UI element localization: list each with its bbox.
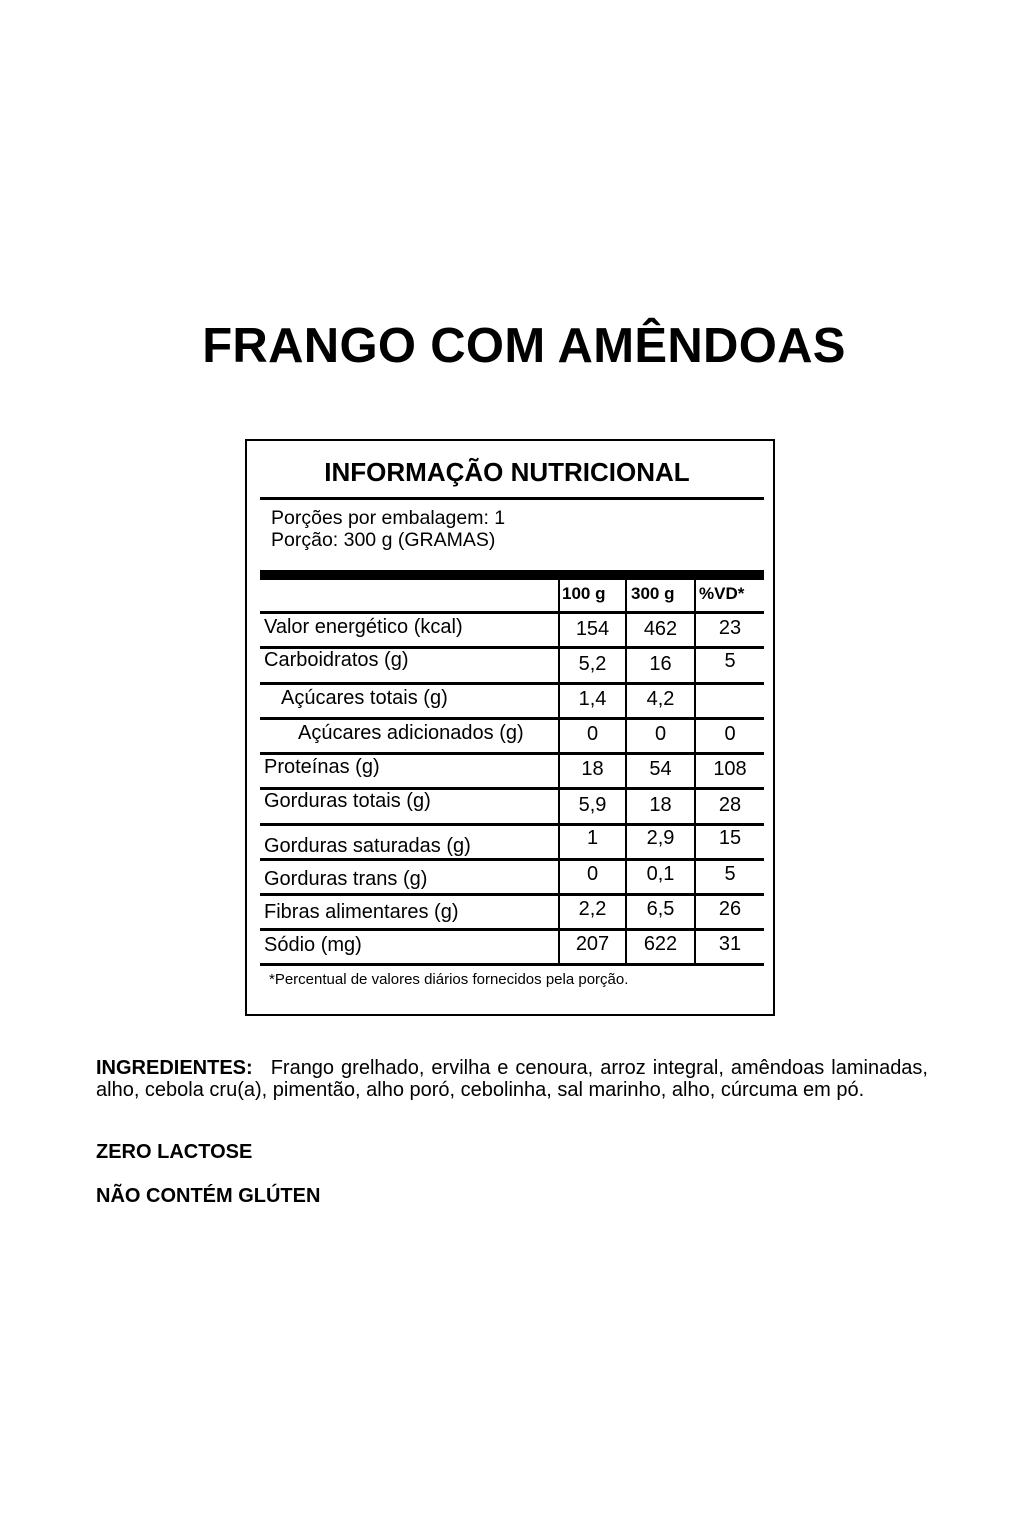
row-value-300g: 2,9 xyxy=(646,827,675,849)
row-value-300g: 462 xyxy=(643,618,678,640)
nutrition-facts-table xyxy=(245,439,775,1016)
claim-zero-lactose: ZERO LACTOSE xyxy=(96,1141,253,1163)
row-rule xyxy=(260,858,764,861)
row-value-300g: 4,2 xyxy=(646,688,675,710)
table-bottom-rule xyxy=(260,963,764,966)
row-value-vd: 15 xyxy=(718,827,742,849)
row-value-300g: 18 xyxy=(649,794,672,816)
row-rule xyxy=(260,682,764,685)
ingredients-label: INGREDIENTES: xyxy=(96,1057,253,1079)
row-value-300g: 622 xyxy=(643,933,678,955)
row-value-300g: 16 xyxy=(649,653,672,675)
column-header-vd: %VD* xyxy=(699,584,745,603)
row-value-100g: 207 xyxy=(575,933,610,955)
row-value-100g: 18 xyxy=(581,758,604,780)
column-header-100g: 100 g xyxy=(562,584,606,603)
row-label-sodium: Sódio (mg) xyxy=(264,934,362,956)
row-label-dietary-fiber: Fibras alimentares (g) xyxy=(264,901,459,923)
row-value-vd: 0 xyxy=(724,723,736,745)
footnote: *Percentual de valores diários fornecidos pela porção. xyxy=(269,971,629,988)
row-rule xyxy=(260,928,764,931)
row-label-total-sugars: Açúcares totais (g) xyxy=(281,687,448,709)
row-value-vd: 26 xyxy=(718,898,742,920)
row-label-carbohydrates: Carboidratos (g) xyxy=(264,649,409,671)
header-rule xyxy=(260,611,764,614)
row-value-100g: 5,2 xyxy=(578,653,607,675)
ingredients-text: Frango grelhado, ervilha e cenoura, arroz integral, amêndoas laminadas, alho, cebola cru(a), pimentão, alho poró, cebolinha, sal marinho, alho, cúrcuma em pó. xyxy=(96,1057,928,1101)
row-value-300g: 0,1 xyxy=(646,863,675,885)
nutrition-title: INFORMAÇÃO NUTRICIONAL xyxy=(324,457,690,487)
ingredients-block xyxy=(96,1057,928,1101)
servings-per-package: Porções por embalagem: 1 xyxy=(271,507,506,529)
row-value-vd: 23 xyxy=(718,617,742,639)
row-value-vd: 5 xyxy=(724,650,736,672)
row-value-100g: 2,2 xyxy=(578,898,607,920)
row-value-vd: 108 xyxy=(713,758,747,780)
product-title: FRANGO COM AMÊNDOAS xyxy=(202,319,846,373)
row-rule xyxy=(260,717,764,720)
row-value-300g: 0 xyxy=(654,723,667,745)
column-header-300g: 300 g xyxy=(631,584,675,603)
row-label-saturated-fat: Gorduras saturadas (g) xyxy=(264,835,471,857)
row-label-trans-fat: Gorduras trans (g) xyxy=(264,868,428,890)
row-rule xyxy=(260,893,764,896)
row-value-300g: 6,5 xyxy=(646,898,675,920)
title-rule xyxy=(260,497,764,500)
row-value-vd: 5 xyxy=(724,863,736,885)
row-label-proteins: Proteínas (g) xyxy=(264,756,380,778)
row-value-100g: 0 xyxy=(586,723,599,745)
row-value-100g: 1,4 xyxy=(578,688,607,710)
row-value-vd: 31 xyxy=(718,933,742,955)
row-value-100g: 5,9 xyxy=(578,794,607,816)
row-value-100g: 0 xyxy=(586,863,599,885)
row-value-300g: 54 xyxy=(649,758,672,780)
row-value-100g: 1 xyxy=(586,827,599,849)
row-label-added-sugars: Açúcares adicionados (g) xyxy=(298,722,524,744)
claim-gluten-free: NÃO CONTÉM GLÚTEN xyxy=(96,1185,321,1207)
row-value-vd: 28 xyxy=(718,794,742,816)
serving-rule xyxy=(260,570,764,580)
row-label-total-fat: Gorduras totais (g) xyxy=(264,790,431,812)
row-value-100g: 154 xyxy=(575,618,610,640)
row-label-energy: Valor energético (kcal) xyxy=(264,616,463,638)
serving-size: Porção: 300 g (GRAMAS) xyxy=(271,529,496,551)
